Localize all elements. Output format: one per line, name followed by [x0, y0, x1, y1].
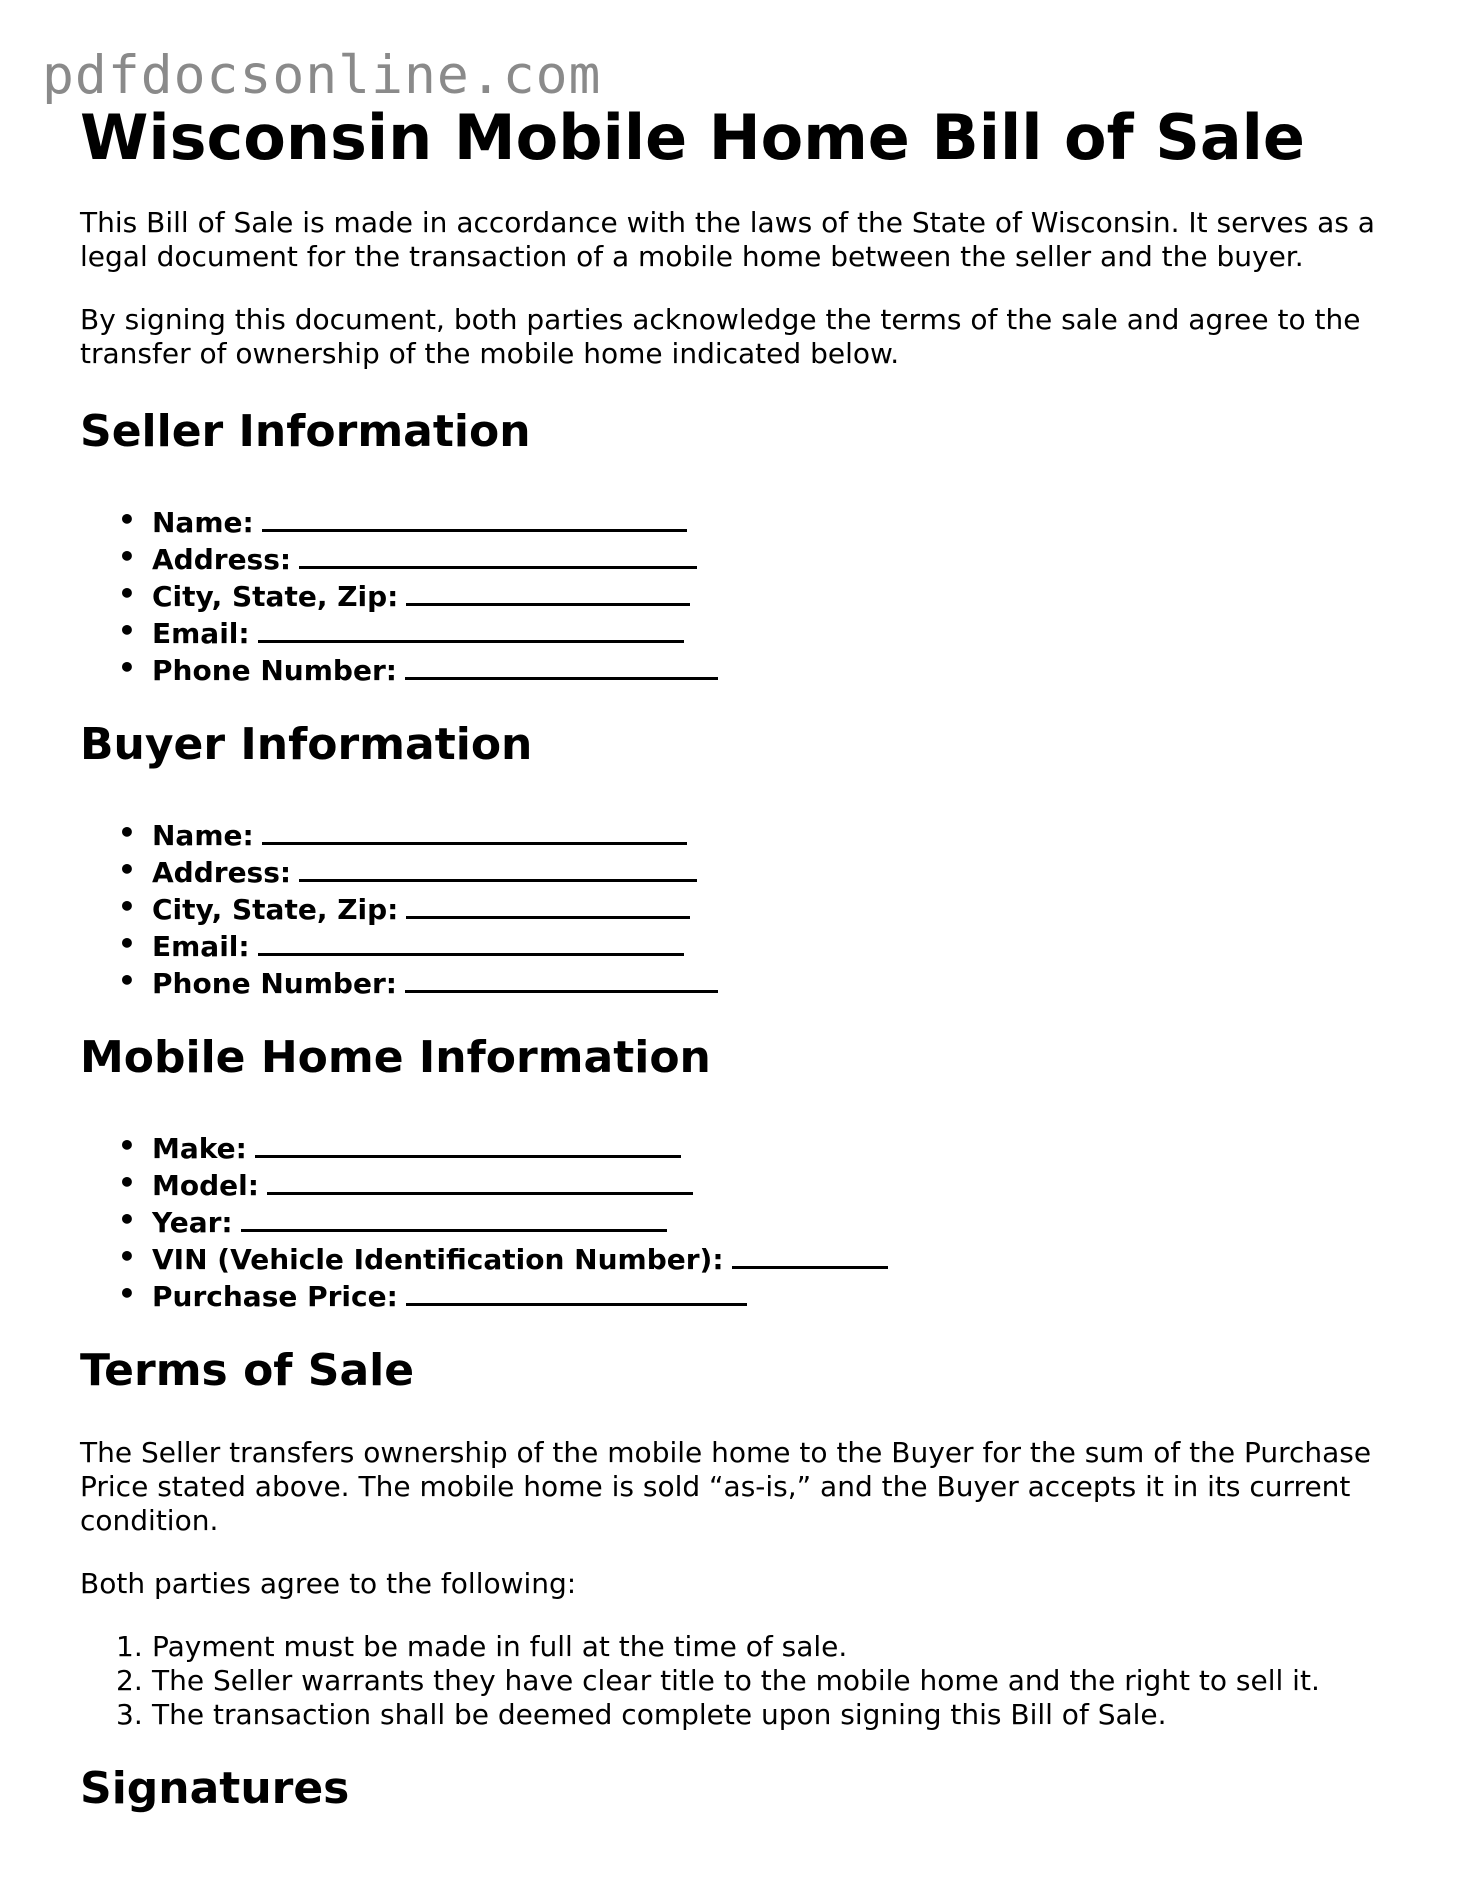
seller-fields-list	[80, 503, 1400, 688]
intro-paragraph: By signing this document, both parties acknowledge the terms of the sale and agree to the transfer of ownership of the mobile home indicated below.	[80, 303, 1361, 370]
blank-line[interactable]	[241, 1203, 667, 1232]
terms-list-item: 1. Payment must be made in full at the time of sale.	[116, 1630, 848, 1663]
buyer-fields-list	[80, 816, 1400, 1001]
blank-line[interactable]	[406, 890, 690, 919]
make-field	[80, 1129, 1400, 1166]
blank-line[interactable]	[405, 651, 718, 680]
buyer-name-field	[80, 816, 1400, 853]
field-label: Model:	[152, 1169, 259, 1202]
field-label: Year:	[152, 1206, 233, 1239]
blank-line[interactable]	[255, 1129, 681, 1158]
purchase-price-field	[80, 1277, 1400, 1314]
blank-line[interactable]	[258, 927, 684, 956]
field-label: Email:	[152, 930, 250, 963]
field-label: Address:	[152, 543, 292, 576]
blank-line[interactable]	[405, 964, 718, 993]
field-label: Email:	[152, 617, 250, 650]
signatures-heading: Signatures	[80, 1763, 350, 1814]
buyer-information-heading: Buyer Information	[80, 719, 533, 770]
field-label: City, State, Zip:	[152, 580, 399, 613]
field-label: Name:	[152, 819, 254, 852]
field-label: VIN (Vehicle Identification Number):	[152, 1243, 724, 1276]
blank-line[interactable]	[406, 1277, 747, 1306]
watermark: pdfdocsonline.com	[42, 45, 602, 106]
blank-line[interactable]	[262, 503, 687, 532]
terms-list	[80, 1630, 1400, 1732]
intro-paragraph: This Bill of Sale is made in accordance with the laws of the State of Wisconsin. It serves as a legal document for the transaction of a mobile home between the seller and the buyer.	[80, 206, 1375, 273]
terms-agreement-intro: Both parties agree to the following:	[80, 1567, 577, 1600]
field-label: Make:	[152, 1132, 247, 1165]
buyer-city-state-zip-field	[80, 890, 1400, 927]
buyer-phone-number-field	[80, 964, 1400, 1001]
year-field	[80, 1203, 1400, 1240]
document-title: Wisconsin Mobile Home Bill of Sale	[80, 101, 1305, 174]
blank-line[interactable]	[267, 1166, 693, 1195]
seller-phone-number-field	[80, 651, 1400, 688]
field-label: Phone Number:	[152, 967, 397, 1000]
document-page	[80, 100, 1400, 1816]
mobile-home-fields-list	[80, 1129, 1400, 1314]
field-label: Purchase Price:	[152, 1280, 398, 1313]
blank-line[interactable]	[262, 816, 687, 845]
seller-name-field	[80, 503, 1400, 540]
terms-paragraph: The Seller transfers ownership of the mobile home to the Buyer for the sum of the Purchase Price stated above. The mobile home is sold “as-is,” and the Buyer accepts it in its current condition.	[80, 1436, 1372, 1537]
seller-address-field	[80, 540, 1400, 577]
buyer-address-field	[80, 853, 1400, 890]
seller-city-state-zip-field	[80, 577, 1400, 614]
buyer-email-field	[80, 927, 1400, 964]
field-label: City, State, Zip:	[152, 893, 399, 926]
terms-of-sale-heading: Terms of Sale	[80, 1345, 415, 1396]
seller-email-field	[80, 614, 1400, 651]
vin-field	[80, 1240, 1400, 1277]
terms-list-item: 2. The Seller warrants they have clear title to the mobile home and the right to sell it.	[116, 1664, 1320, 1697]
seller-information-heading: Seller Information	[80, 406, 531, 457]
terms-list-item: 3. The transaction shall be deemed complete upon signing this Bill of Sale.	[116, 1698, 1167, 1731]
model-field	[80, 1166, 1400, 1203]
blank-line[interactable]	[406, 577, 690, 606]
blank-line[interactable]	[258, 614, 684, 643]
field-label: Name:	[152, 506, 254, 539]
blank-line[interactable]	[299, 540, 697, 569]
mobile-home-information-heading: Mobile Home Information	[80, 1032, 711, 1083]
blank-line[interactable]	[299, 853, 697, 882]
field-label: Phone Number:	[152, 654, 397, 687]
blank-line[interactable]	[732, 1240, 888, 1269]
field-label: Address:	[152, 856, 292, 889]
